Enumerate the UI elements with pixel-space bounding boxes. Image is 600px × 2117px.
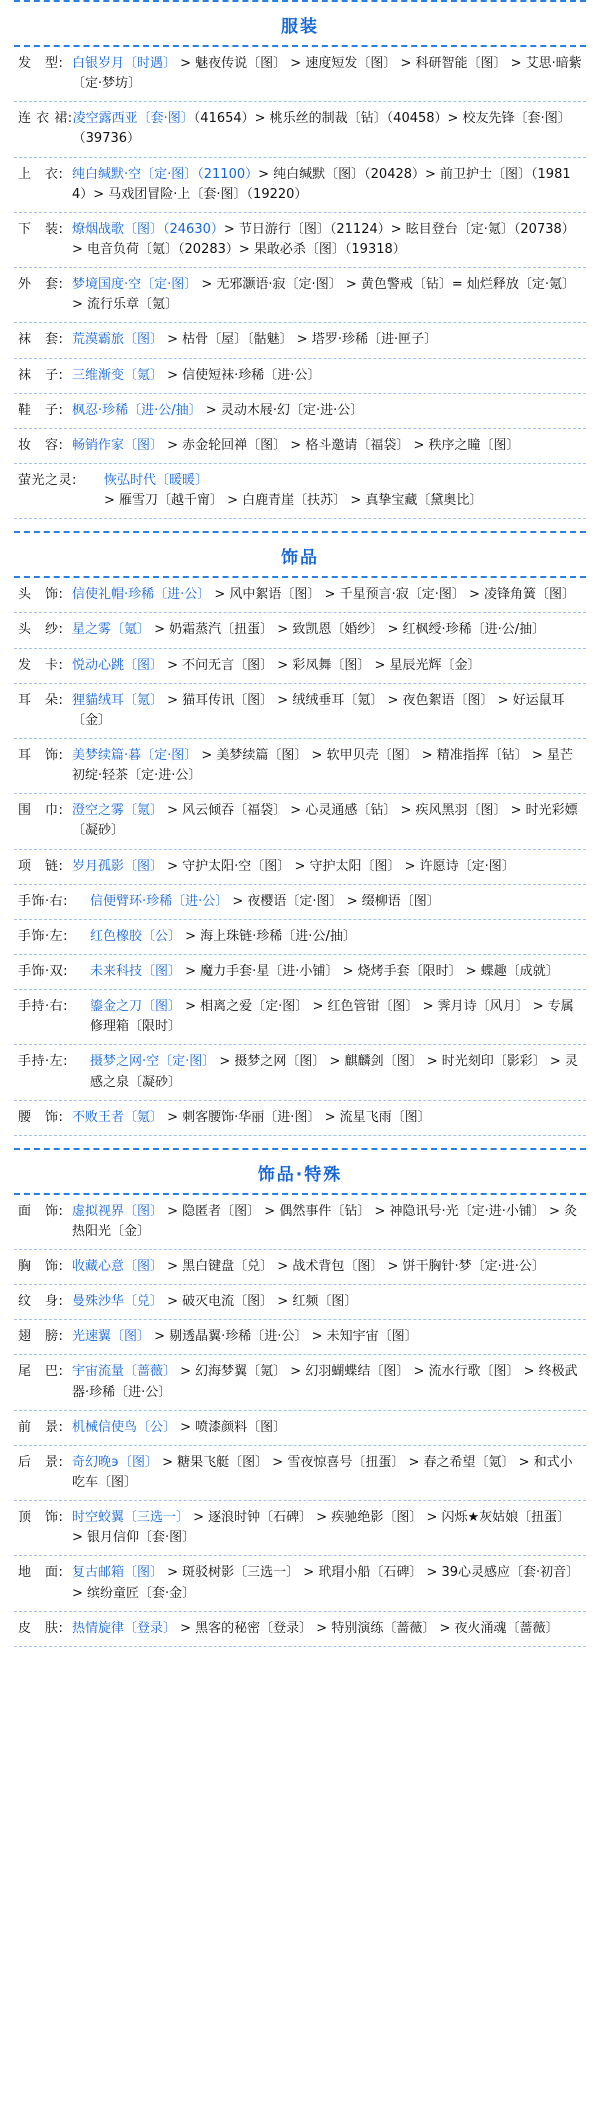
alternate-items-text: > 无邪灏语·寂〔定·图〕 > 黄色警戒〔钻〕= 灿烂释放〔定·氪〕 > 流行乐章〔氪〕 — [72, 277, 576, 313]
section-title: 饰品·特殊 — [257, 1164, 343, 1185]
alternate-items-text: > 魔力手套·星〔进·小铺〕 > 烧烤手套〔限时〕 > 蝶趣〔成就〕 — [181, 963, 559, 979]
item-row — [14, 1355, 586, 1409]
item-row — [14, 394, 586, 428]
alternate-items-text: > 枯骨〔屋〕〔骷魅〕 > 塔罗·珍稀〔进·匣子〕 — [163, 332, 438, 348]
item-slot-label: 手持·左: — [18, 1054, 69, 1070]
primary-item-name[interactable]: 宇宙流量〔蔷薇〕 — [72, 1364, 177, 1380]
item-row — [14, 794, 586, 848]
item-chain — [72, 275, 584, 315]
item-slot-label: 外 套: — [18, 277, 64, 293]
primary-item-name[interactable]: 时空蛟翼〔三选一〕 — [72, 1510, 190, 1526]
item-row — [14, 1101, 586, 1135]
item-row — [14, 102, 586, 156]
item-chain — [72, 401, 584, 421]
alternate-items-text: > 喷漆颜料〔图〕 — [176, 1419, 287, 1435]
item-chain — [72, 1563, 584, 1603]
primary-item-name[interactable]: 悦动心跳〔图〕 — [72, 657, 164, 673]
alternate-items-text: > 幻海梦翼〔氪〕 > 幻羽蝴蝶结〔图〕 > 流水行歌〔图〕 > 终极武器·珍稀〔进·公〕 — [72, 1364, 578, 1400]
primary-item-name[interactable]: 复古邮箱〔图〕 — [72, 1565, 164, 1581]
item-slot-label: 下 装: — [18, 221, 64, 237]
item-slot-label: 纹 身: — [18, 1294, 64, 1310]
item-slot-label: 翅 膀: — [18, 1329, 64, 1345]
alternate-items-text: > 风云倾吞〔福袋〕 > 心灵通感〔钻〕 > 疾风黑羽〔图〕 > 时光彩嫖〔凝砂〕 — [72, 803, 578, 839]
section-gap — [14, 1647, 586, 1657]
item-slot-label: 手持·右: — [18, 999, 69, 1015]
item-chain — [72, 746, 584, 786]
alternate-items-text: > 摄梦之网〔图〕 > 麒麟剑〔图〕 > 时光刻印〔影彩〕 > 灵感之泉〔凝砂〕 — [90, 1054, 578, 1090]
item-chain — [72, 620, 584, 640]
item-chain — [72, 1202, 584, 1242]
alternate-items-text: > 信使短袜·珍稀〔进·公〕 — [163, 367, 321, 383]
alternate-items-text: > 守护太阳·空〔图〕 > 守护太阳〔图〕 > 许愿诗〔定·图〕 — [163, 858, 515, 874]
primary-item-name[interactable]: 纯白缄默·空〔定·图〕（21100） — [72, 166, 259, 182]
primary-item-name[interactable]: 枫忍·珍稀〔进·公/抽〕 — [72, 402, 202, 418]
primary-item-name[interactable]: 三维渐变〔氪〕 — [72, 367, 164, 383]
alternate-items-text: > 夜樱语〔定·图〕 > 缀柳语〔图〕 — [228, 893, 440, 909]
item-chain — [72, 1508, 584, 1548]
item-slot-label: 萤光之灵: — [18, 472, 77, 488]
item-slot-label: 项 链: — [18, 858, 64, 874]
item-chain — [90, 927, 584, 947]
alternate-items-text: > 黑白键盘〔兑〕 > 战术背包〔图〕 > 饼干胸针·梦〔定·进·公〕 — [163, 1259, 545, 1275]
primary-item-name[interactable]: 机械信使鸟〔公〕 — [72, 1419, 177, 1435]
alternate-items-text: > 猫耳传讯〔图〕 > 绒绒垂耳〔氪〕 > 夜色絮语〔图〕 > 好运鼠耳〔金〕 — [72, 692, 565, 728]
alternate-items-text: > 糖果飞艇〔图〕 > 雪夜惊喜号〔扭蛋〕 > 春之希望〔氪〕 > 和式小吃车〔图〕 — [72, 1454, 573, 1491]
item-chain — [90, 892, 584, 912]
item-chain — [72, 1619, 584, 1639]
alternate-items-text: > 节日游行〔图〕（21124）> 眩目登台〔定·氪〕（20738）> 电音负荷〔氪〕（20283）> 果敢必杀〔图〕（19318） — [72, 221, 575, 257]
item-chain — [90, 997, 584, 1037]
primary-item-name[interactable]: 光速翼〔图〕 — [72, 1329, 151, 1345]
alternate-items-text: > 斑驳树影〔三选一〕 > 玳瑁小船〔石碑〕 > 39心灵感应〔套·初音〕 > 缤纷童匠〔套·金〕 — [72, 1565, 580, 1601]
section-gap — [14, 519, 586, 529]
primary-item-name[interactable]: 白银岁月〔时遇〕 — [72, 56, 177, 71]
item-chain — [72, 54, 584, 94]
item-chain — [72, 1418, 584, 1438]
sections-root — [14, 0, 586, 1659]
primary-item-name[interactable]: 凌空露西亚〔套·图〕 — [72, 111, 194, 127]
item-row — [14, 885, 586, 919]
item-row — [14, 739, 586, 793]
item-slot-label: 尾 巴: — [18, 1364, 64, 1380]
primary-item-name[interactable]: 美梦续篇·暮〔定·图〕 — [72, 747, 198, 763]
primary-item-name[interactable]: 摄梦之网·空〔定·图〕 — [90, 1054, 216, 1070]
item-slot-label: 鞋 子: — [18, 402, 64, 418]
section — [14, 0, 586, 531]
item-slot-label: 上 衣: — [18, 166, 64, 182]
item-slot-label: 后 景: — [18, 1454, 64, 1470]
item-row — [14, 429, 586, 463]
item-chain — [72, 1257, 584, 1277]
item-slot-label: 地 面: — [18, 1565, 64, 1581]
item-row — [14, 920, 586, 954]
item-slot-label: 连 衣 裙: — [18, 111, 73, 127]
item-chain — [72, 165, 584, 205]
item-row — [14, 213, 586, 267]
item-slot-label: 发 型: — [18, 56, 64, 71]
item-chain — [72, 585, 584, 605]
alternate-items-text: > 剔透晶翼·珍稀〔进·公〕 > 未知宇宙〔图〕 — [150, 1329, 418, 1345]
item-chain — [72, 1108, 584, 1128]
section — [14, 1148, 586, 1659]
item-row — [14, 850, 586, 884]
primary-item-name[interactable]: 梦境国度·空〔定·图〕 — [72, 277, 198, 293]
item-slot-label: 围 巾: — [18, 803, 64, 819]
item-slot-label: 袜 套: — [18, 332, 64, 348]
item-chain — [90, 962, 584, 982]
item-slot-label: 袜 子: — [18, 367, 64, 383]
item-chain — [72, 1292, 584, 1312]
item-row — [14, 578, 586, 612]
primary-item-name[interactable]: 澄空之雾〔氪〕 — [72, 803, 164, 819]
item-chain — [72, 436, 584, 456]
alternate-items-text: > 破灭电流〔图〕 > 红频〔图〕 — [163, 1294, 358, 1310]
item-row — [14, 1411, 586, 1445]
item-row — [14, 359, 586, 393]
item-chain — [72, 656, 584, 676]
item-row — [14, 268, 586, 322]
primary-item-name[interactable]: 红色橡胶〔公〕 — [90, 928, 182, 944]
item-chain — [72, 330, 584, 350]
primary-item-name[interactable]: 鎏金之刀〔图〕 — [90, 999, 182, 1015]
alternate-items-text: > 灵动木屐·幻〔定·进·公〕 — [201, 402, 364, 418]
item-slot-label: 顶 饰: — [18, 1510, 64, 1526]
primary-item-name[interactable]: 信便臂环·珍稀〔进·公〕 — [90, 893, 229, 909]
primary-item-name[interactable]: 狸貓绒耳〔氪〕 — [72, 692, 164, 708]
alternate-items-text: > 奶霜蒸汽〔扭蛋〕 > 致凯恩〔婚纱〕 > 红枫绶·珍稀〔进·公/抽〕 — [150, 622, 546, 638]
alternate-items-text: （41654）> 桃乐丝的制裁〔钻〕（40458）> 校友先锋〔套·图〕（39736） — [72, 111, 571, 147]
alternate-items-text: > 海上珠链·珍稀〔进·公/抽〕 — [181, 928, 356, 944]
item-slot-label: 前 景: — [18, 1419, 64, 1435]
item-slot-label: 手饰·右: — [18, 893, 69, 909]
primary-item-name[interactable]: 荒漠霸旅〔图〕 — [72, 332, 164, 348]
item-slot-label: 皮 肤: — [18, 1620, 64, 1636]
item-slot-label: 妆 容: — [18, 437, 64, 453]
section-gap — [14, 1136, 586, 1146]
section — [14, 531, 586, 1148]
section-title: 服装 — [281, 17, 319, 37]
item-row — [14, 1285, 586, 1319]
item-chain — [72, 1362, 584, 1402]
item-chain — [72, 1453, 584, 1493]
item-chain — [72, 366, 584, 386]
item-row — [14, 1501, 586, 1555]
primary-item-name[interactable]: 热情旋律〔登录〕 — [72, 1620, 177, 1636]
primary-item-name[interactable]: 未来科技〔图〕 — [90, 963, 182, 979]
item-row — [14, 1195, 586, 1249]
item-slot-label: 耳 朵: — [18, 692, 64, 708]
item-row — [14, 955, 586, 989]
item-slot-label: 发 卡: — [18, 657, 64, 673]
item-row — [14, 323, 586, 357]
primary-item-name[interactable]: 不败王者〔氪〕 — [72, 1109, 164, 1125]
alternate-items-text: > 雁雪刀〔越千甯〕 > 白鹿青崖〔扶苏〕 > 真挚宝藏〔黛奥比〕 — [104, 493, 483, 509]
primary-item-name[interactable]: 燎烟战歌〔图〕（24630） — [72, 221, 224, 237]
alternate-items-text: > 赤金轮回禅〔图〕 > 格斗邀请〔福袋〕 > 秩序之瞳〔图〕 — [163, 437, 520, 453]
primary-item-name[interactable]: 奇幻晚϶〔图〕 — [72, 1454, 158, 1470]
item-slot-label: 手饰·双: — [18, 963, 69, 979]
alternate-items-text: > 隐匿者〔图〕 > 偶然事件〔钻〕 > 神隐讯号·光〔定·进·小铺〕 > 灸热阳光〔金〕 — [72, 1203, 578, 1239]
item-row — [14, 1612, 586, 1646]
item-row — [14, 1556, 586, 1610]
item-row — [14, 649, 586, 683]
item-row — [14, 464, 586, 518]
item-slot-label: 手饰·左: — [18, 928, 69, 944]
item-row — [14, 158, 586, 212]
item-chain — [72, 857, 584, 877]
primary-item-name[interactable]: 虚拟视界〔图〕 — [72, 1203, 164, 1219]
item-chain — [73, 109, 584, 149]
item-slot-label: 面 饰: — [18, 1203, 64, 1219]
item-slot-label: 腰 饰: — [18, 1109, 64, 1125]
item-row — [14, 1446, 586, 1500]
alternate-items-text: > 逐浪时钟〔石碑〕 > 疾驰绝影〔图〕 > 闪烁★灰姑娘〔扭蛋〕 > 银月信仰〔套·图〕 — [72, 1510, 571, 1546]
item-chain — [72, 691, 584, 731]
primary-item-name[interactable]: 星之雾〔氪〕 — [72, 622, 151, 638]
item-chain — [72, 1327, 584, 1347]
item-slot-label: 头 饰: — [18, 587, 64, 603]
item-slot-label: 胸 饰: — [18, 1259, 64, 1275]
alternate-items-text: > 美梦续篇〔图〕 > 软甲贝壳〔图〕 > 精准指挥〔钻〕 > 星芒初绽·轻茶〔定·进·公〕 — [72, 747, 573, 784]
item-chain — [104, 471, 584, 511]
item-row — [14, 684, 586, 738]
primary-item-name[interactable]: 收藏心意〔图〕 — [72, 1259, 164, 1275]
item-chain — [72, 220, 584, 260]
item-slot-label: 耳 饰: — [18, 747, 64, 763]
primary-item-name[interactable]: 岁月孤影〔图〕 — [72, 858, 164, 874]
primary-item-name[interactable]: 畅销作家〔图〕 — [72, 437, 164, 453]
item-row — [14, 1045, 586, 1099]
alternate-items-text: > 风中絮语〔图〕 > 千星预言·寂〔定·图〕 > 凌锋角簧〔图〕 — [210, 587, 576, 603]
primary-item-name[interactable]: 信使礼帽·珍稀〔进·公〕 — [72, 587, 211, 603]
item-row — [14, 990, 586, 1044]
primary-item-name[interactable]: 恢弘时代〔暖暖〕 — [104, 472, 209, 488]
alternate-items-text: > 相离之爱〔定·图〕 > 红色管钳〔图〕 > 霁月诗〔风月〕 > 专属修理箱〔限时〕 — [90, 999, 574, 1035]
alternate-items-text: > 纯白缄默〔图〕（20428）> 前卫护士〔图〕（19814）> 马戏团冒险·上〔套·图〕（19220） — [72, 166, 571, 202]
alternate-items-text: > 不问无言〔图〕 > 彩凤舞〔图〕 > 星辰光辉〔金〕 — [163, 657, 481, 673]
alternate-items-text: > 刺客腰饰·华丽〔进·图〕 > 流星飞雨〔图〕 — [163, 1109, 431, 1125]
item-row — [14, 613, 586, 647]
primary-item-name[interactable]: 曼殊沙华〔兑〕 — [72, 1294, 164, 1310]
item-chain — [90, 1052, 584, 1092]
item-row — [14, 1320, 586, 1354]
alternate-items-text: > 黑客的秘密〔登录〕 > 特别演练〔蔷薇〕 > 夜火涌魂〔蔷薇〕 — [176, 1620, 559, 1636]
item-row — [14, 1250, 586, 1284]
section-title: 饰品 — [281, 548, 319, 569]
item-row — [14, 47, 586, 101]
item-chain — [72, 801, 584, 841]
item-slot-label: 头 纱: — [18, 622, 64, 638]
alternate-items-text: > 魅夜传说〔图〕 > 速度短发〔图〕 > 科研智能〔图〕 > 艾思·暗紫〔定·梦坊〕 — [72, 56, 582, 92]
